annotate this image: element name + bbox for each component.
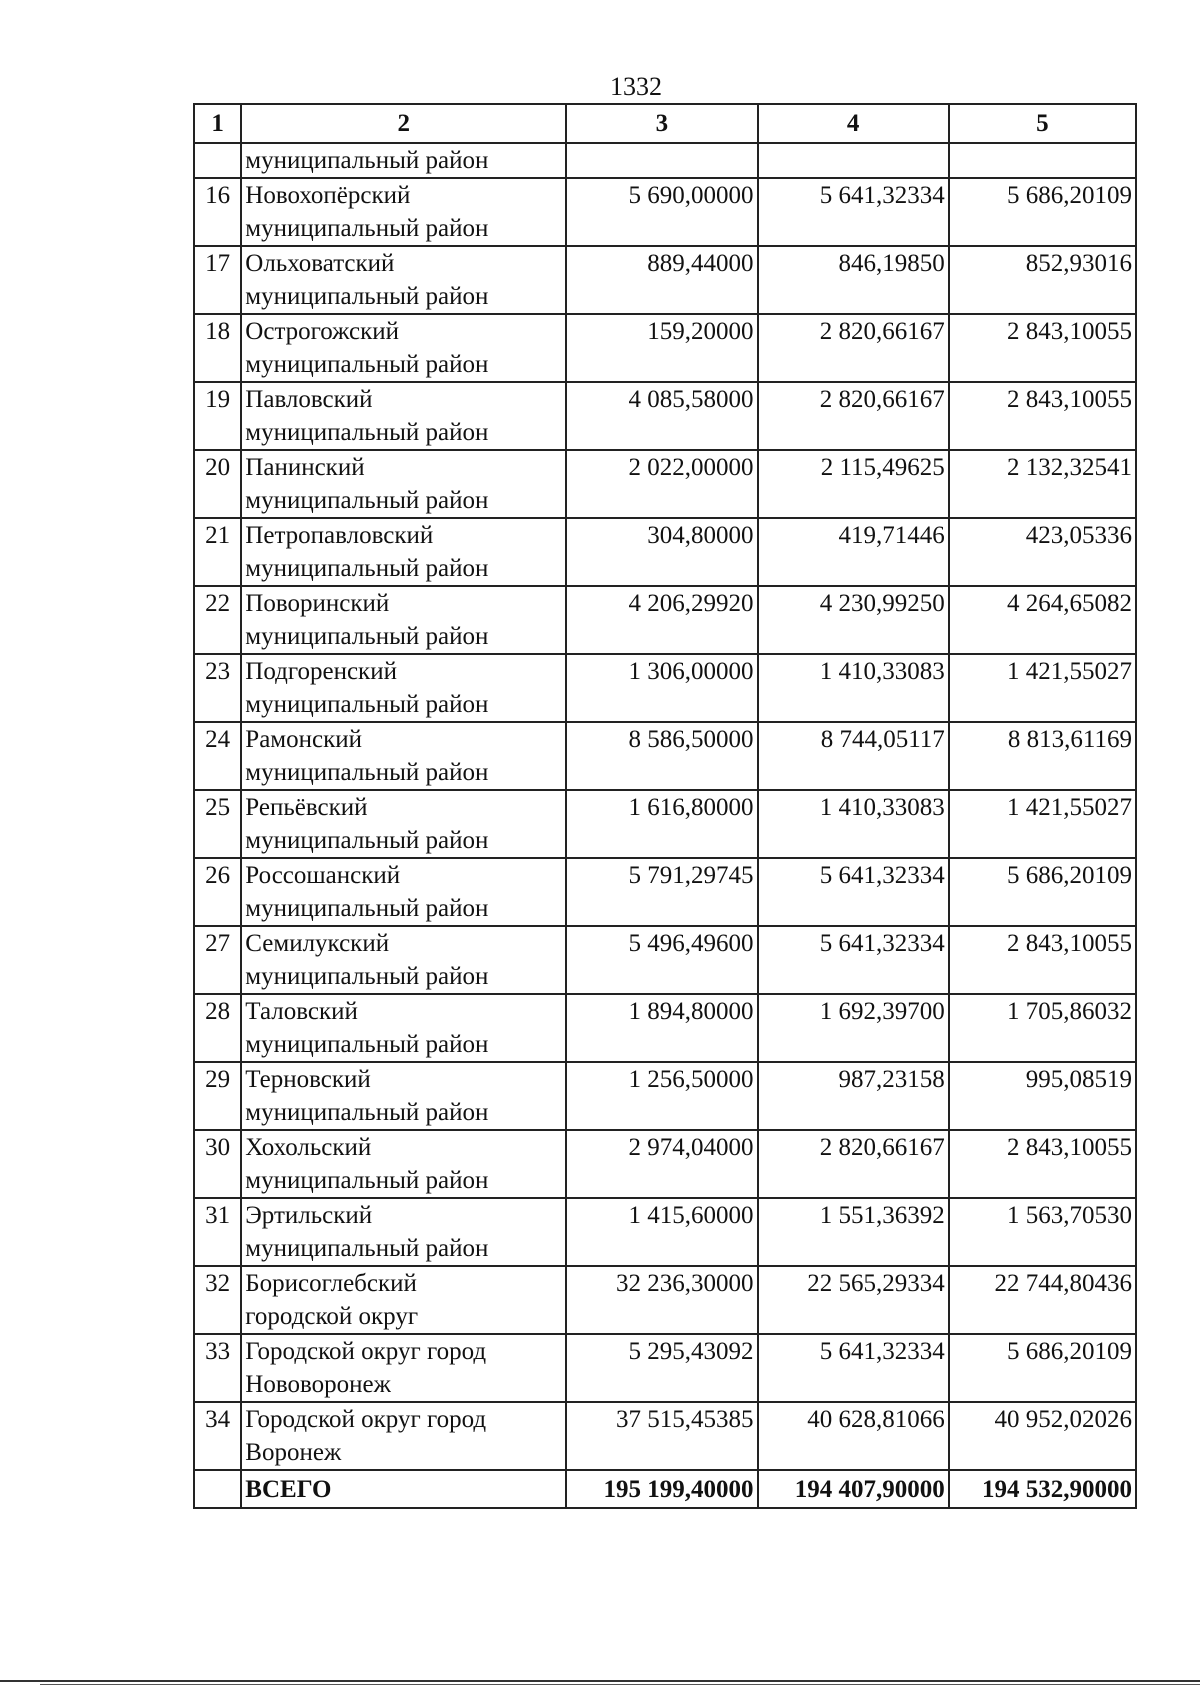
- municipality-name: муниципальный район: [241, 143, 566, 178]
- total-col-4: 194 407,90000: [758, 1470, 949, 1508]
- municipality-name: [241, 1334, 566, 1402]
- row-number: 25: [194, 790, 241, 858]
- row-number: [194, 143, 241, 178]
- column-header-2: 2: [241, 104, 566, 143]
- value-col-3: 8 586,50000: [566, 722, 757, 790]
- value-col-4: 2 820,66167: [758, 314, 949, 382]
- value-col-3: 37 515,45385: [566, 1402, 757, 1470]
- table-row: [194, 450, 1136, 518]
- value-col-4: [758, 143, 949, 178]
- table-body: [194, 143, 1136, 1470]
- value-col-3: 32 236,30000: [566, 1266, 757, 1334]
- total-number-cell: [194, 1470, 241, 1508]
- value-col-4: 40 628,81066: [758, 1402, 949, 1470]
- table-row: [194, 586, 1136, 654]
- municipality-name: [241, 450, 566, 518]
- value-col-3: 4 206,29920: [566, 586, 757, 654]
- municipality-name-line-2: муниципальный район: [245, 759, 489, 786]
- footer-rule: [0, 1680, 1200, 1682]
- value-col-3: 5 496,49600: [566, 926, 757, 994]
- municipality-name-line-1: Павловский: [245, 386, 373, 413]
- value-col-3: 5 791,29745: [566, 858, 757, 926]
- municipality-name-line-1: Новохопёрский: [245, 182, 411, 209]
- row-number: 27: [194, 926, 241, 994]
- municipality-name-line-1: Таловский: [245, 998, 358, 1025]
- municipality-name-line-2: муниципальный район: [245, 1235, 489, 1262]
- value-col-3: [566, 143, 757, 178]
- table-row: [194, 858, 1136, 926]
- table-row: [194, 382, 1136, 450]
- column-header-1: 1: [194, 104, 241, 143]
- row-number: 29: [194, 1062, 241, 1130]
- value-col-4: 987,23158: [758, 1062, 949, 1130]
- table-row: [194, 246, 1136, 314]
- value-col-3: 304,80000: [566, 518, 757, 586]
- value-col-5: [949, 143, 1136, 178]
- row-number: 20: [194, 450, 241, 518]
- row-number: 32: [194, 1266, 241, 1334]
- value-col-5: 1 705,86032: [949, 994, 1136, 1062]
- table-header: [194, 104, 1136, 143]
- row-number: 31: [194, 1198, 241, 1266]
- municipality-name-line-1: Терновский: [245, 1066, 371, 1093]
- municipality-name-line-1: Эртильский: [245, 1202, 373, 1229]
- municipality-name: [241, 790, 566, 858]
- value-col-3: 1 256,50000: [566, 1062, 757, 1130]
- row-number: 16: [194, 178, 241, 246]
- municipality-name-line-2: муниципальный район: [245, 419, 489, 446]
- value-col-4: 2 820,66167: [758, 382, 949, 450]
- municipality-name-line-2: муниципальный район: [245, 351, 489, 378]
- value-col-4: 1 410,33083: [758, 790, 949, 858]
- value-col-4: 4 230,99250: [758, 586, 949, 654]
- table-row: [194, 1130, 1136, 1198]
- continuation-row: [194, 143, 1136, 178]
- municipality-name-line-2: муниципальный район: [245, 691, 489, 718]
- value-col-3: 1 616,80000: [566, 790, 757, 858]
- value-col-4: 8 744,05117: [758, 722, 949, 790]
- municipality-name-line-1: Репьёвский: [245, 794, 368, 821]
- value-col-3: 159,20000: [566, 314, 757, 382]
- total-row: [194, 1470, 1136, 1508]
- row-number: 22: [194, 586, 241, 654]
- municipality-name-line-2: муниципальный район: [245, 1031, 489, 1058]
- municipality-name: [241, 518, 566, 586]
- value-col-3: 4 085,58000: [566, 382, 757, 450]
- row-number: 34: [194, 1402, 241, 1470]
- municipality-name: [241, 654, 566, 722]
- value-col-5: 2 843,10055: [949, 382, 1136, 450]
- municipality-name: [241, 382, 566, 450]
- value-col-3: 2 022,00000: [566, 450, 757, 518]
- municipality-name-line-1: Хохольский: [245, 1134, 372, 1161]
- municipality-name-line-2: муниципальный район: [245, 487, 489, 514]
- table-row: [194, 994, 1136, 1062]
- value-col-4: 5 641,32334: [758, 178, 949, 246]
- value-col-5: 22 744,80436: [949, 1266, 1136, 1334]
- table-row: [194, 790, 1136, 858]
- municipality-name-line-1: Ольховатский: [245, 250, 395, 277]
- municipality-name: [241, 1402, 566, 1470]
- municipality-name-line-2: муниципальный район: [245, 895, 489, 922]
- row-number: 26: [194, 858, 241, 926]
- municipality-name-line-2: муниципальный район: [245, 555, 489, 582]
- municipality-name-line-1: Семилукский: [245, 930, 390, 957]
- municipality-name-line-1: Борисоглебский: [245, 1270, 417, 1297]
- value-col-5: 1 421,55027: [949, 654, 1136, 722]
- municipality-name: [241, 586, 566, 654]
- value-col-4: 846,19850: [758, 246, 949, 314]
- table-footer: [194, 1470, 1136, 1508]
- municipality-name-line-2: муниципальный район: [245, 1167, 489, 1194]
- municipality-name: [241, 858, 566, 926]
- value-col-5: 423,05336: [949, 518, 1136, 586]
- value-col-5: 852,93016: [949, 246, 1136, 314]
- row-number: 19: [194, 382, 241, 450]
- municipality-name: [241, 926, 566, 994]
- value-col-4: 1 551,36392: [758, 1198, 949, 1266]
- municipality-name-line-1: Панинский: [245, 454, 365, 481]
- value-col-4: 2 115,49625: [758, 450, 949, 518]
- table-row: [194, 518, 1136, 586]
- value-col-4: 1 410,33083: [758, 654, 949, 722]
- value-col-3: 1 306,00000: [566, 654, 757, 722]
- value-col-3: 1 894,80000: [566, 994, 757, 1062]
- municipality-name-line-1: Поворинский: [245, 590, 390, 617]
- value-col-5: 995,08519: [949, 1062, 1136, 1130]
- table-row: [194, 926, 1136, 994]
- budget-table: [193, 103, 1137, 1509]
- value-col-5: 2 843,10055: [949, 926, 1136, 994]
- table-row: [194, 178, 1136, 246]
- row-number: 33: [194, 1334, 241, 1402]
- municipality-name-line-2: муниципальный район: [245, 827, 489, 854]
- municipality-name-line-1: Петропавловский: [245, 522, 434, 549]
- value-col-4: 2 820,66167: [758, 1130, 949, 1198]
- total-col-5: 194 532,90000: [949, 1470, 1136, 1508]
- value-col-5: 8 813,61169: [949, 722, 1136, 790]
- value-col-4: 5 641,32334: [758, 926, 949, 994]
- municipality-name-line-1: Острогожский: [245, 318, 400, 345]
- municipality-name-line-2: муниципальный район: [245, 623, 489, 650]
- table-row: [194, 1402, 1136, 1470]
- value-col-5: 5 686,20109: [949, 858, 1136, 926]
- municipality-name-line-1: Городской округ город: [245, 1406, 487, 1433]
- total-col-3: 195 199,40000: [566, 1470, 757, 1508]
- value-col-3: 889,44000: [566, 246, 757, 314]
- table-row: [194, 1266, 1136, 1334]
- header-row: [194, 104, 1136, 143]
- municipality-name-line-2: муниципальный район: [245, 1099, 489, 1126]
- municipality-name: [241, 246, 566, 314]
- municipality-name-line-2: муниципальный район: [245, 215, 489, 242]
- value-col-5: 5 686,20109: [949, 1334, 1136, 1402]
- value-col-5: 4 264,65082: [949, 586, 1136, 654]
- municipality-name: [241, 178, 566, 246]
- municipality-name-line-1: Подгоренский: [245, 658, 397, 685]
- value-col-5: 1 563,70530: [949, 1198, 1136, 1266]
- value-col-5: 40 952,02026: [949, 1402, 1136, 1470]
- total-label: ВСЕГО: [241, 1470, 566, 1508]
- footer-rule-secondary: [40, 1684, 1200, 1685]
- row-number: 18: [194, 314, 241, 382]
- municipality-name-line-2: муниципальный район: [245, 283, 489, 310]
- municipality-name-line-1: Рамонский: [245, 726, 362, 753]
- table-row: [194, 1334, 1136, 1402]
- municipality-name: [241, 1130, 566, 1198]
- row-number: 17: [194, 246, 241, 314]
- municipality-name-line-1: Россошанский: [245, 862, 401, 889]
- value-col-3: 1 415,60000: [566, 1198, 757, 1266]
- municipality-name-line-2: муниципальный район: [245, 963, 489, 990]
- value-col-5: 2 843,10055: [949, 314, 1136, 382]
- table-row: [194, 1198, 1136, 1266]
- column-header-4: 4: [758, 104, 949, 143]
- value-col-4: 419,71446: [758, 518, 949, 586]
- value-col-3: 5 690,00000: [566, 178, 757, 246]
- table-row: [194, 654, 1136, 722]
- row-number: 30: [194, 1130, 241, 1198]
- municipality-name-line-2: Нововоронеж: [245, 1371, 391, 1398]
- value-col-4: 22 565,29334: [758, 1266, 949, 1334]
- row-number: 21: [194, 518, 241, 586]
- page-number: 1332: [610, 72, 662, 101]
- value-col-5: 2 843,10055: [949, 1130, 1136, 1198]
- table-row: [194, 722, 1136, 790]
- municipality-name-line-2: Воронеж: [245, 1439, 342, 1466]
- municipality-name: [241, 722, 566, 790]
- municipality-name: [241, 994, 566, 1062]
- column-header-5: 5: [949, 104, 1136, 143]
- municipality-name-line-2: городской округ: [245, 1303, 419, 1330]
- value-col-3: 2 974,04000: [566, 1130, 757, 1198]
- row-number: 28: [194, 994, 241, 1062]
- value-col-5: 2 132,32541: [949, 450, 1136, 518]
- table-row: [194, 1062, 1136, 1130]
- municipality-name: [241, 1266, 566, 1334]
- value-col-3: 5 295,43092: [566, 1334, 757, 1402]
- table-row: [194, 314, 1136, 382]
- value-col-5: 1 421,55027: [949, 790, 1136, 858]
- row-number: 24: [194, 722, 241, 790]
- value-col-4: 5 641,32334: [758, 858, 949, 926]
- value-col-4: 1 692,39700: [758, 994, 949, 1062]
- row-number: 23: [194, 654, 241, 722]
- municipality-name-line-1: Городской округ город: [245, 1338, 487, 1365]
- value-col-4: 5 641,32334: [758, 1334, 949, 1402]
- municipality-name: [241, 1062, 566, 1130]
- column-header-3: 3: [566, 104, 757, 143]
- municipality-name: [241, 1198, 566, 1266]
- municipality-name: [241, 314, 566, 382]
- value-col-5: 5 686,20109: [949, 178, 1136, 246]
